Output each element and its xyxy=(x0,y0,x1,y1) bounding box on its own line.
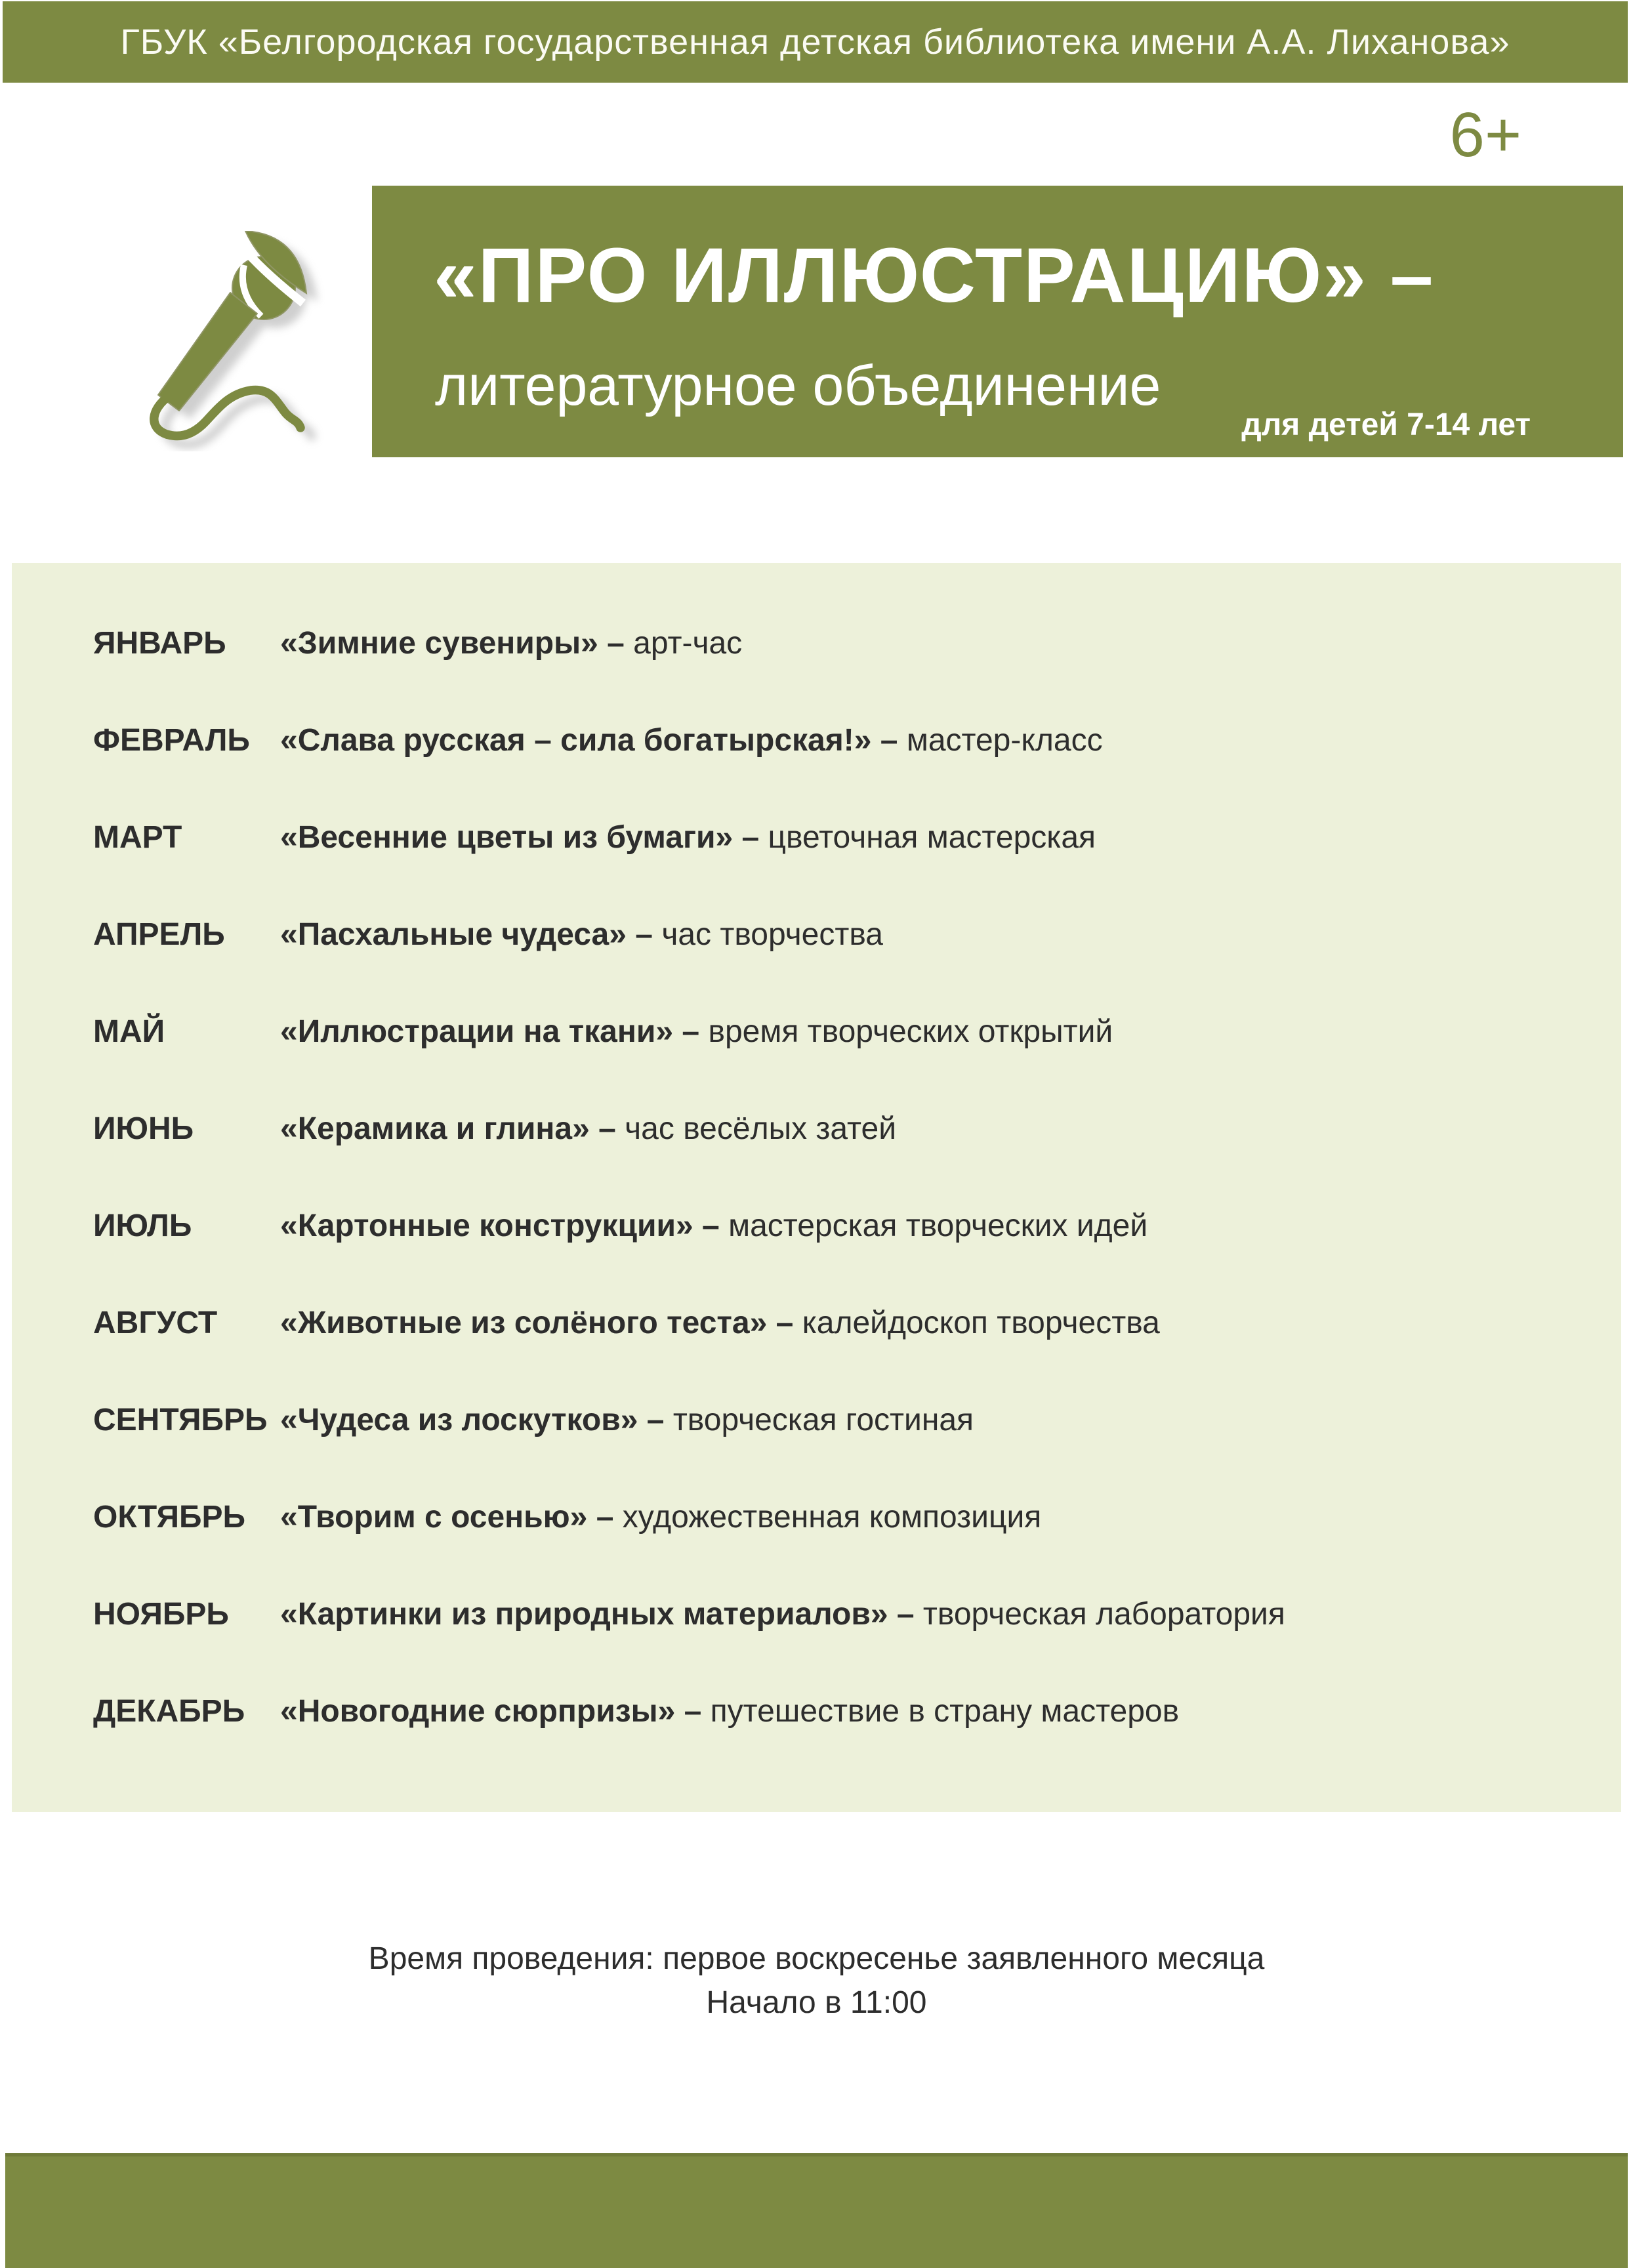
event-title: «Иллюстрации на ткани» – xyxy=(280,1014,700,1049)
schedule-row xyxy=(93,1565,1621,1662)
event-description: цветочная мастерская xyxy=(768,819,1096,855)
event-text xyxy=(280,1014,1113,1050)
event-description: час творчества xyxy=(661,917,883,952)
event-text xyxy=(280,1596,1285,1632)
age-rating-badge: 6+ xyxy=(1449,100,1521,170)
schedule-row xyxy=(93,1080,1621,1177)
event-text xyxy=(280,1693,1179,1729)
event-title: «Зимние сувениры» – xyxy=(280,625,625,661)
schedule-row xyxy=(93,1274,1621,1371)
audience-label: для детей 7-14 лет xyxy=(1241,407,1531,442)
month-label: ЯНВАРЬ xyxy=(93,625,226,661)
month-label: ФЕВРАЛЬ xyxy=(93,722,250,758)
event-text xyxy=(280,1499,1041,1535)
event-description: мастерская творческих идей xyxy=(728,1208,1148,1243)
event-description: время творческих открытий xyxy=(708,1014,1113,1049)
event-text xyxy=(280,1208,1147,1244)
event-text xyxy=(280,1305,1160,1341)
month-label: АПРЕЛЬ xyxy=(93,917,225,952)
event-title: «Животные из солёного теста» – xyxy=(280,1305,794,1340)
event-title: «Творим с осенью» – xyxy=(280,1499,614,1535)
schedule-row xyxy=(93,594,1621,691)
event-description: творческая гостиная xyxy=(672,1402,974,1437)
schedule-row xyxy=(93,1468,1621,1565)
month-label: МАЙ xyxy=(93,1014,165,1049)
microphone-icon xyxy=(139,231,360,451)
event-text xyxy=(280,1402,974,1438)
event-text xyxy=(280,625,742,661)
month-label: МАРТ xyxy=(93,819,182,855)
month-label: АВГУСТ xyxy=(93,1305,218,1340)
month-label: ДЕКАБРЬ xyxy=(93,1693,245,1729)
schedule-box xyxy=(12,563,1621,1812)
event-description: творческая лаборатория xyxy=(922,1596,1285,1632)
schedule-row xyxy=(93,983,1621,1080)
schedule-row xyxy=(93,691,1621,789)
event-text xyxy=(280,722,1103,758)
event-text xyxy=(280,917,883,953)
program-title: «ПРО ИЛЛЮСТРАЦИЮ» – xyxy=(434,232,1435,319)
schedule-row xyxy=(93,886,1621,983)
event-title: «Картонные конструкции» – xyxy=(280,1208,720,1243)
month-label: СЕНТЯБРЬ xyxy=(93,1402,268,1437)
event-title: «Картинки из природных материалов» – xyxy=(280,1596,915,1632)
event-title: «Чудеса из лоскутков» – xyxy=(280,1402,665,1437)
month-label: ИЮНЬ xyxy=(93,1111,194,1146)
event-description: час весёлых затей xyxy=(625,1111,897,1146)
event-description: калейдоскоп творчества xyxy=(802,1305,1160,1340)
library-name: ГБУК «Белгородская государственная детская библиотека имени А.А. Лиханова» xyxy=(120,22,1510,62)
header-bar xyxy=(3,1,1628,83)
event-text xyxy=(280,819,1096,856)
event-title: «Весенние цветы из бумаги» – xyxy=(280,819,760,855)
month-label: НОЯБРЬ xyxy=(93,1596,229,1632)
program-subtitle: литературное объединение xyxy=(435,354,1161,417)
title-banner xyxy=(372,186,1623,457)
schedule-row xyxy=(93,789,1621,886)
month-label: ОКТЯБРЬ xyxy=(93,1499,246,1535)
event-title: «Пасхальные чудеса» – xyxy=(280,917,653,952)
note-time-line: Время проведения: первое воскресенье заявленного месяца xyxy=(368,1941,1265,1976)
event-title: «Керамика и глина» – xyxy=(280,1111,616,1146)
event-description: мастер-класс xyxy=(906,722,1103,758)
schedule-row xyxy=(93,1371,1621,1468)
note-start-line: Начало в 11:00 xyxy=(706,1985,927,2020)
event-description: арт-час xyxy=(633,625,743,661)
schedule-row xyxy=(93,1177,1621,1274)
event-description: путешествие в страну мастеров xyxy=(710,1693,1180,1729)
footer-bar xyxy=(5,2153,1628,2268)
month-label: ИЮЛЬ xyxy=(93,1208,192,1243)
event-title: «Слава русская – сила богатырская!» – xyxy=(280,722,898,758)
event-title: «Новогодние сюрпризы» – xyxy=(280,1693,702,1729)
event-text xyxy=(280,1111,896,1147)
schedule-note xyxy=(0,1937,1633,2025)
schedule-row xyxy=(93,1662,1621,1760)
event-description: художественная композиция xyxy=(622,1499,1042,1535)
